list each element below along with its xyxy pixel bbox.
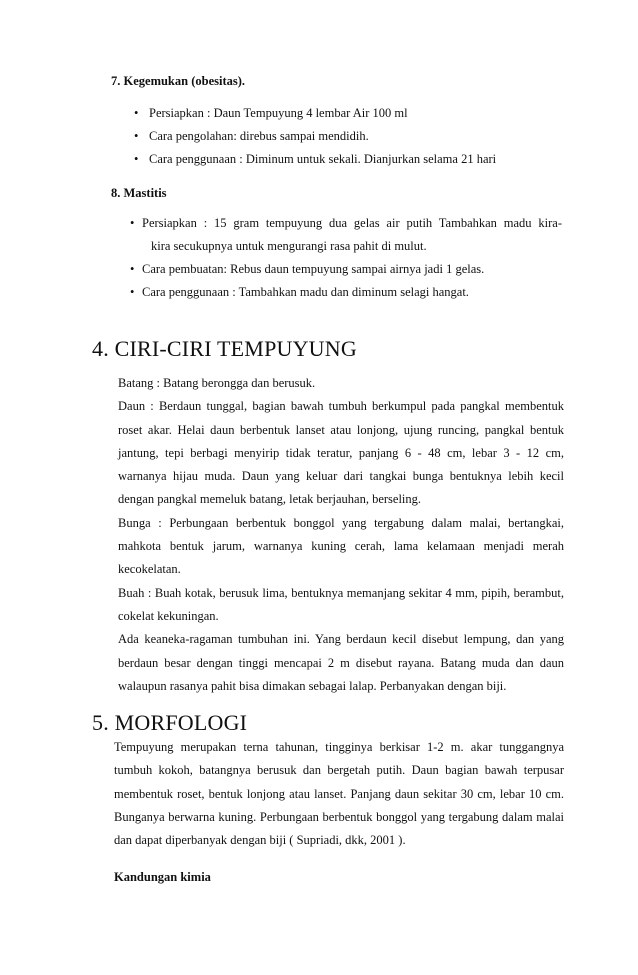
paragraph-buah: Buah : Buah kotak, berusuk lima, bentuknya memanjang sekitar 4 mm, pipih, berambut, cokelat kekuningan. — [118, 585, 564, 623]
section-4-body — [118, 372, 564, 698]
list-item-text: Cara penggunaan : Tambahkan madu dan diminum selagi hangat. — [142, 285, 469, 299]
list-item — [130, 216, 562, 231]
list-item — [130, 285, 469, 300]
list-item — [130, 262, 485, 277]
paragraph-daun: Daun : Berdaun tunggal, bagian bawah tumbuh berkumpul pada pangkal membentuk roset akar. Helai daun berbentuk lanset atau lonjong, ujung runcing, pangkal bentuk jantung, tepi berbagi menyirip tidak teratur, panjang 6 - 48 cm, lebar 3 - 12 cm, warnanya hijau muda. Daun yang keluar dari tangkai bunga bentuknya lebih kecil dengan pangkal memeluk batang, letak berjauhan, berseling. — [118, 399, 564, 507]
paragraph-batang: Batang : Batang berongga dan berusuk. — [118, 376, 316, 390]
section-7-heading: 7. Kegemukan (obesitas). — [111, 74, 246, 88]
bullet-icon: • — [130, 285, 135, 299]
section-5-heading: 5. MORFOLOGI — [92, 710, 248, 735]
paragraph-bunga: Bunga : Perbungaan berbentuk bonggol yang tergabung dalam malai, bertangkai, mahkota bentuk jarum, warnanya kuning cerah, lama kelamaan menjadi merah kecokelatan. — [118, 515, 564, 577]
list-item-continuation: kira secukupnya untuk mengurangi rasa pahit di mulut. — [151, 239, 427, 253]
bullet-icon: • — [134, 129, 139, 143]
paragraph-keanekaragaman: Ada keaneka-ragaman tumbuhan ini. Yang berdaun kecil disebut lempung, dan yang berdaun besar dengan tinggi mencapai 2 m disebut rayana. Batang muda dan daun walaupun rasanya pahit bisa dimakan sebagai lalap. Perbanyakan dengan biji. — [118, 632, 564, 693]
list-item-text: Persiapkan : 15 gram tempuyung dua gelas air putih Tambahkan madu kira- — [142, 216, 562, 230]
paragraph-morfologi: Tempuyung merupakan terna tahunan, tingginya berkisar 1-2 m. akar tunggangnya tumbuh kokoh, batangnya berusuk dan bergetah putih. Daun bagian bawah terpusar membentuk roset, bentuk lonjong atau lanset. Panjang daun sekitar 30 cm, lebar 10 cm. Bunganya berwarna kuning. Perbungaan berbentuk bonggol yang tergabung dalam malai dan dapat diperbanyak dengan biji ( Supriadi, dkk, 2001 ). — [114, 740, 564, 848]
bullet-icon: • — [130, 216, 135, 230]
section-4-heading: 4. CIRI-CIRI TEMPUYUNG — [92, 336, 357, 361]
kandungan-kimia-heading: Kandungan kimia — [114, 870, 211, 884]
list-item — [134, 129, 369, 144]
bullet-icon: • — [130, 262, 135, 276]
list-item-text: Cara pembuatan: Rebus daun tempuyung sampai airnya jadi 1 gelas. — [142, 262, 485, 276]
list-item — [134, 152, 497, 167]
section-8-heading: 8. Mastitis — [111, 186, 167, 200]
list-item-text: Cara penggunaan : Diminum untuk sekali. Dianjurkan selama 21 hari — [149, 152, 497, 166]
list-item — [134, 106, 408, 121]
bullet-icon: • — [134, 106, 139, 120]
list-item-text: Persiapkan : Daun Tempuyung 4 lembar Air 100 ml — [149, 106, 408, 120]
section-5-body — [114, 736, 564, 852]
list-item-text: Cara pengolahan: direbus sampai mendidih. — [149, 129, 369, 143]
bullet-icon: • — [134, 152, 139, 166]
